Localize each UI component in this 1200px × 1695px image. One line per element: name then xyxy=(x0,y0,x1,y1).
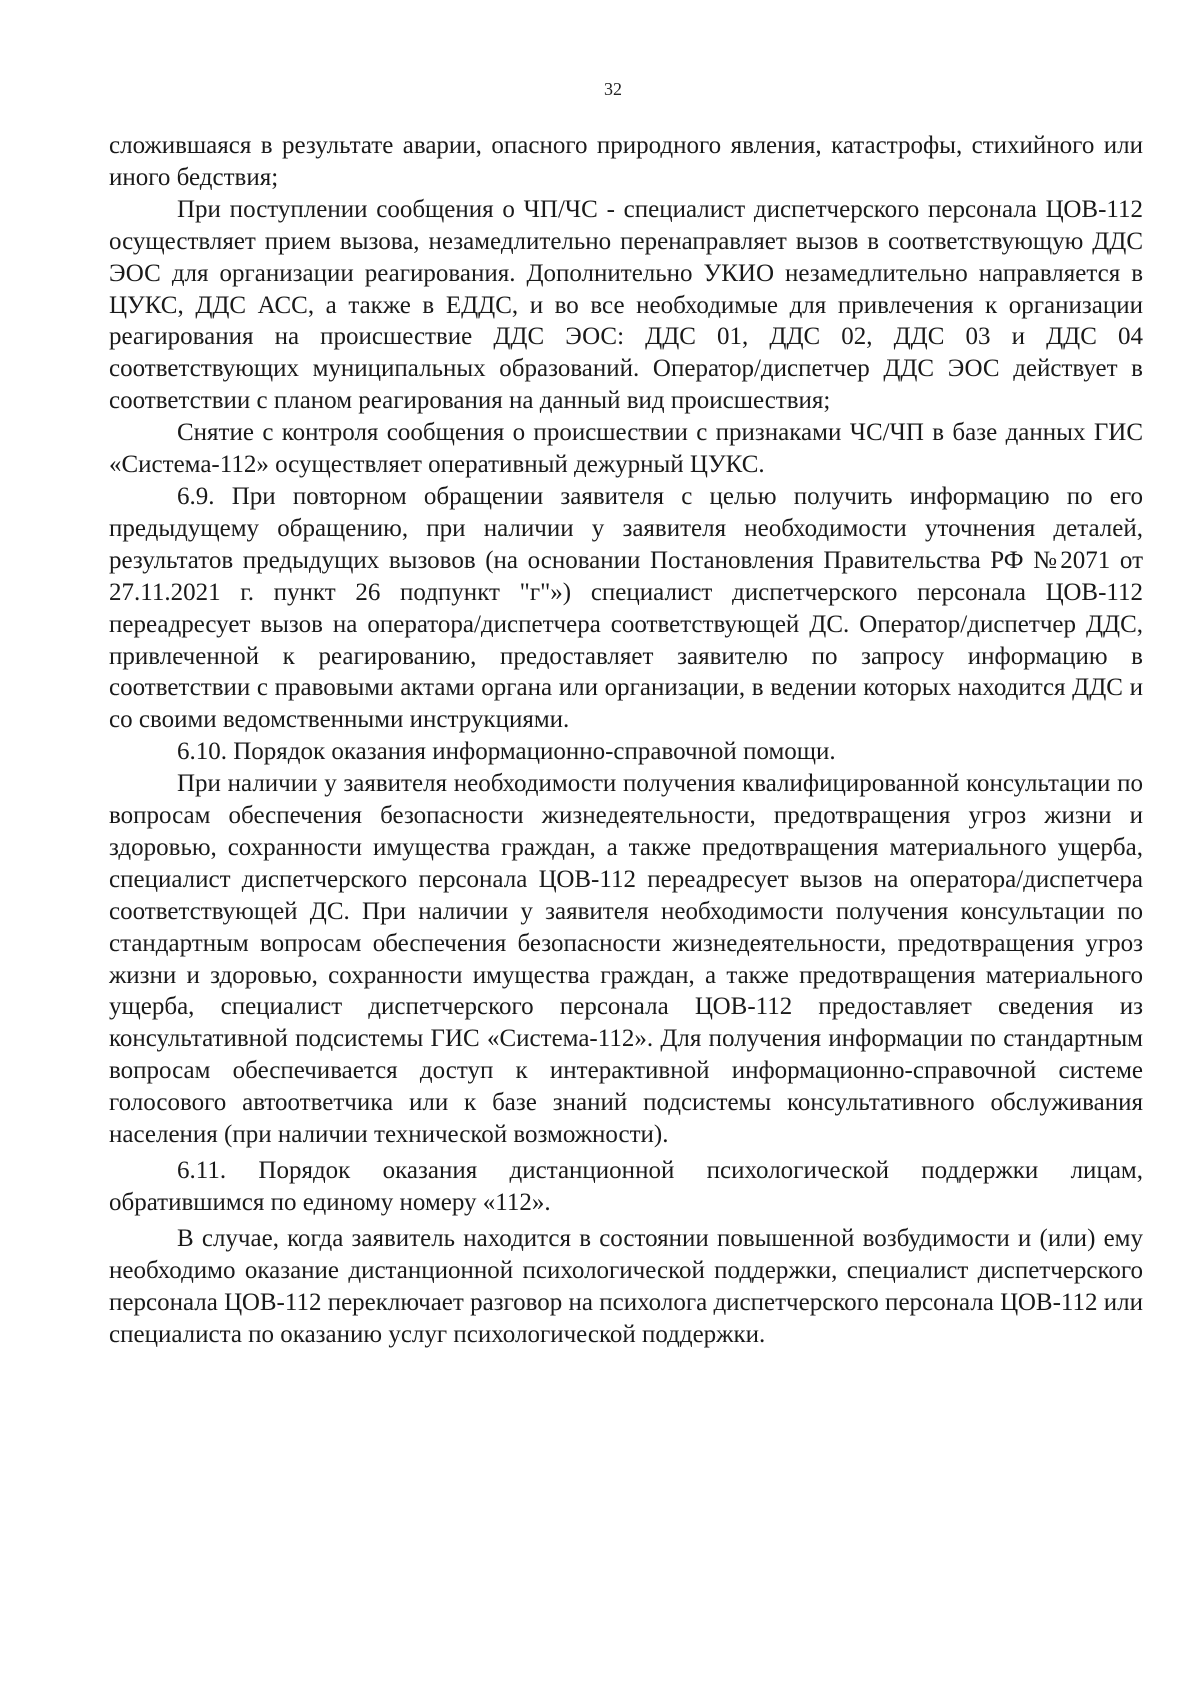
paragraph-section-6-9: 6.9. При повторном обращении заявителя с целью получить информацию по его предыдущему обращению, при наличии у заявителя необходимости уточнения деталей, результатов предыдущих вызовов (на основании Постановления Правительства РФ №2071 от 27.11.2021 г. пункт 26 подпункт "г"») специалист диспетчерского персонала ЦОВ-112 переадресует вызов на оператора/диспетчера соответствующей ДС. Оператор/диспетчер ДДС, привлеченной к реагированию, предоставляет заявителю по запросу информацию в соответствии с правовыми актами органа или организации, в ведении которых находится ДДС и со своими ведомственными инструкциями. xyxy=(109,482,1143,734)
paragraph-incoming-report: При поступлении сообщения о ЧП/ЧС - специалист диспетчерского персонала ЦОВ-112 осуществляет прием вызова, незамедлительно перенаправляет вызов в соответствующую ДДС ЭОС для организации реагирования. Дополнительно УКИО незамедлительно направляется в ЦУКС, ДДС АСС, а также в ЕДДС, и во все необходимые для привлечения к организации реагирования на происшествие ДДС ЭОС: ДДС 01, ДДС 02, ДДС 03 и ДДС 04 соответствующих муниципальных образований. Оператор/диспетчер ДДС ЭОС действует в соответствии с планом реагирования на данный вид происшествия; xyxy=(109,195,1143,415)
document-body xyxy=(109,130,1143,1350)
paragraph-continuation: сложившаяся в результате аварии, опасного природного явления, катастрофы, стихийного или иного бедствия; xyxy=(109,132,1143,191)
heading-section-6-10: 6.10. Порядок оказания информационно-справочной помощи. xyxy=(177,738,836,766)
paragraph-psychological-support: В случае, когда заявитель находится в состоянии повышенной возбудимости и (или) ему необходимо оказание дистанционной психологической поддержки, специалист диспетчерского персонала ЦОВ-112 переключает разговор на психолога диспетчерского персонала ЦОВ-112 или специалиста по оказанию услуг психологической поддержки. xyxy=(109,1224,1143,1348)
page-number: 32 xyxy=(604,79,622,99)
paragraph-control-removal: Снятие с контроля сообщения о происшествии с признаками ЧС/ЧП в базе данных ГИС «Система-112» осуществляет оперативный дежурный ЦУКС. xyxy=(109,419,1143,479)
heading-section-6-11: 6.11. Порядок оказания дистанционной психологической поддержки лицам, обратившимся по единому номеру «112». xyxy=(109,1157,1143,1216)
paragraph-consultation: При наличии у заявителя необходимости получения квалифицированной консультации по вопросам обеспечения безопасности жизнедеятельности, предотвращения угроз жизни и здоровью, сохранности имущества граждан, а также предотвращения материального ущерба, специалист диспетчерского персонала ЦОВ-112 переадресует вызов на оператора/диспетчера соответствующей ДС. При наличии у заявителя необходимости получения консультации по стандартным вопросам обеспечения безопасности жизнедеятельности, предотвращения угроз жизни и здоровью, сохранности имущества граждан, а также предотвращения материального ущерба, специалист диспетчерского персонала ЦОВ-112 предоставляет сведения из консультативной подсистемы ГИС «Система-112». Для получения информации по стандартным вопросам обеспечивается доступ к интерактивной информационно-справочной системе голосового автоответчика или к базе знаний подсистемы консультативного обслуживания населения (при наличии технической возможности). xyxy=(109,770,1143,1149)
